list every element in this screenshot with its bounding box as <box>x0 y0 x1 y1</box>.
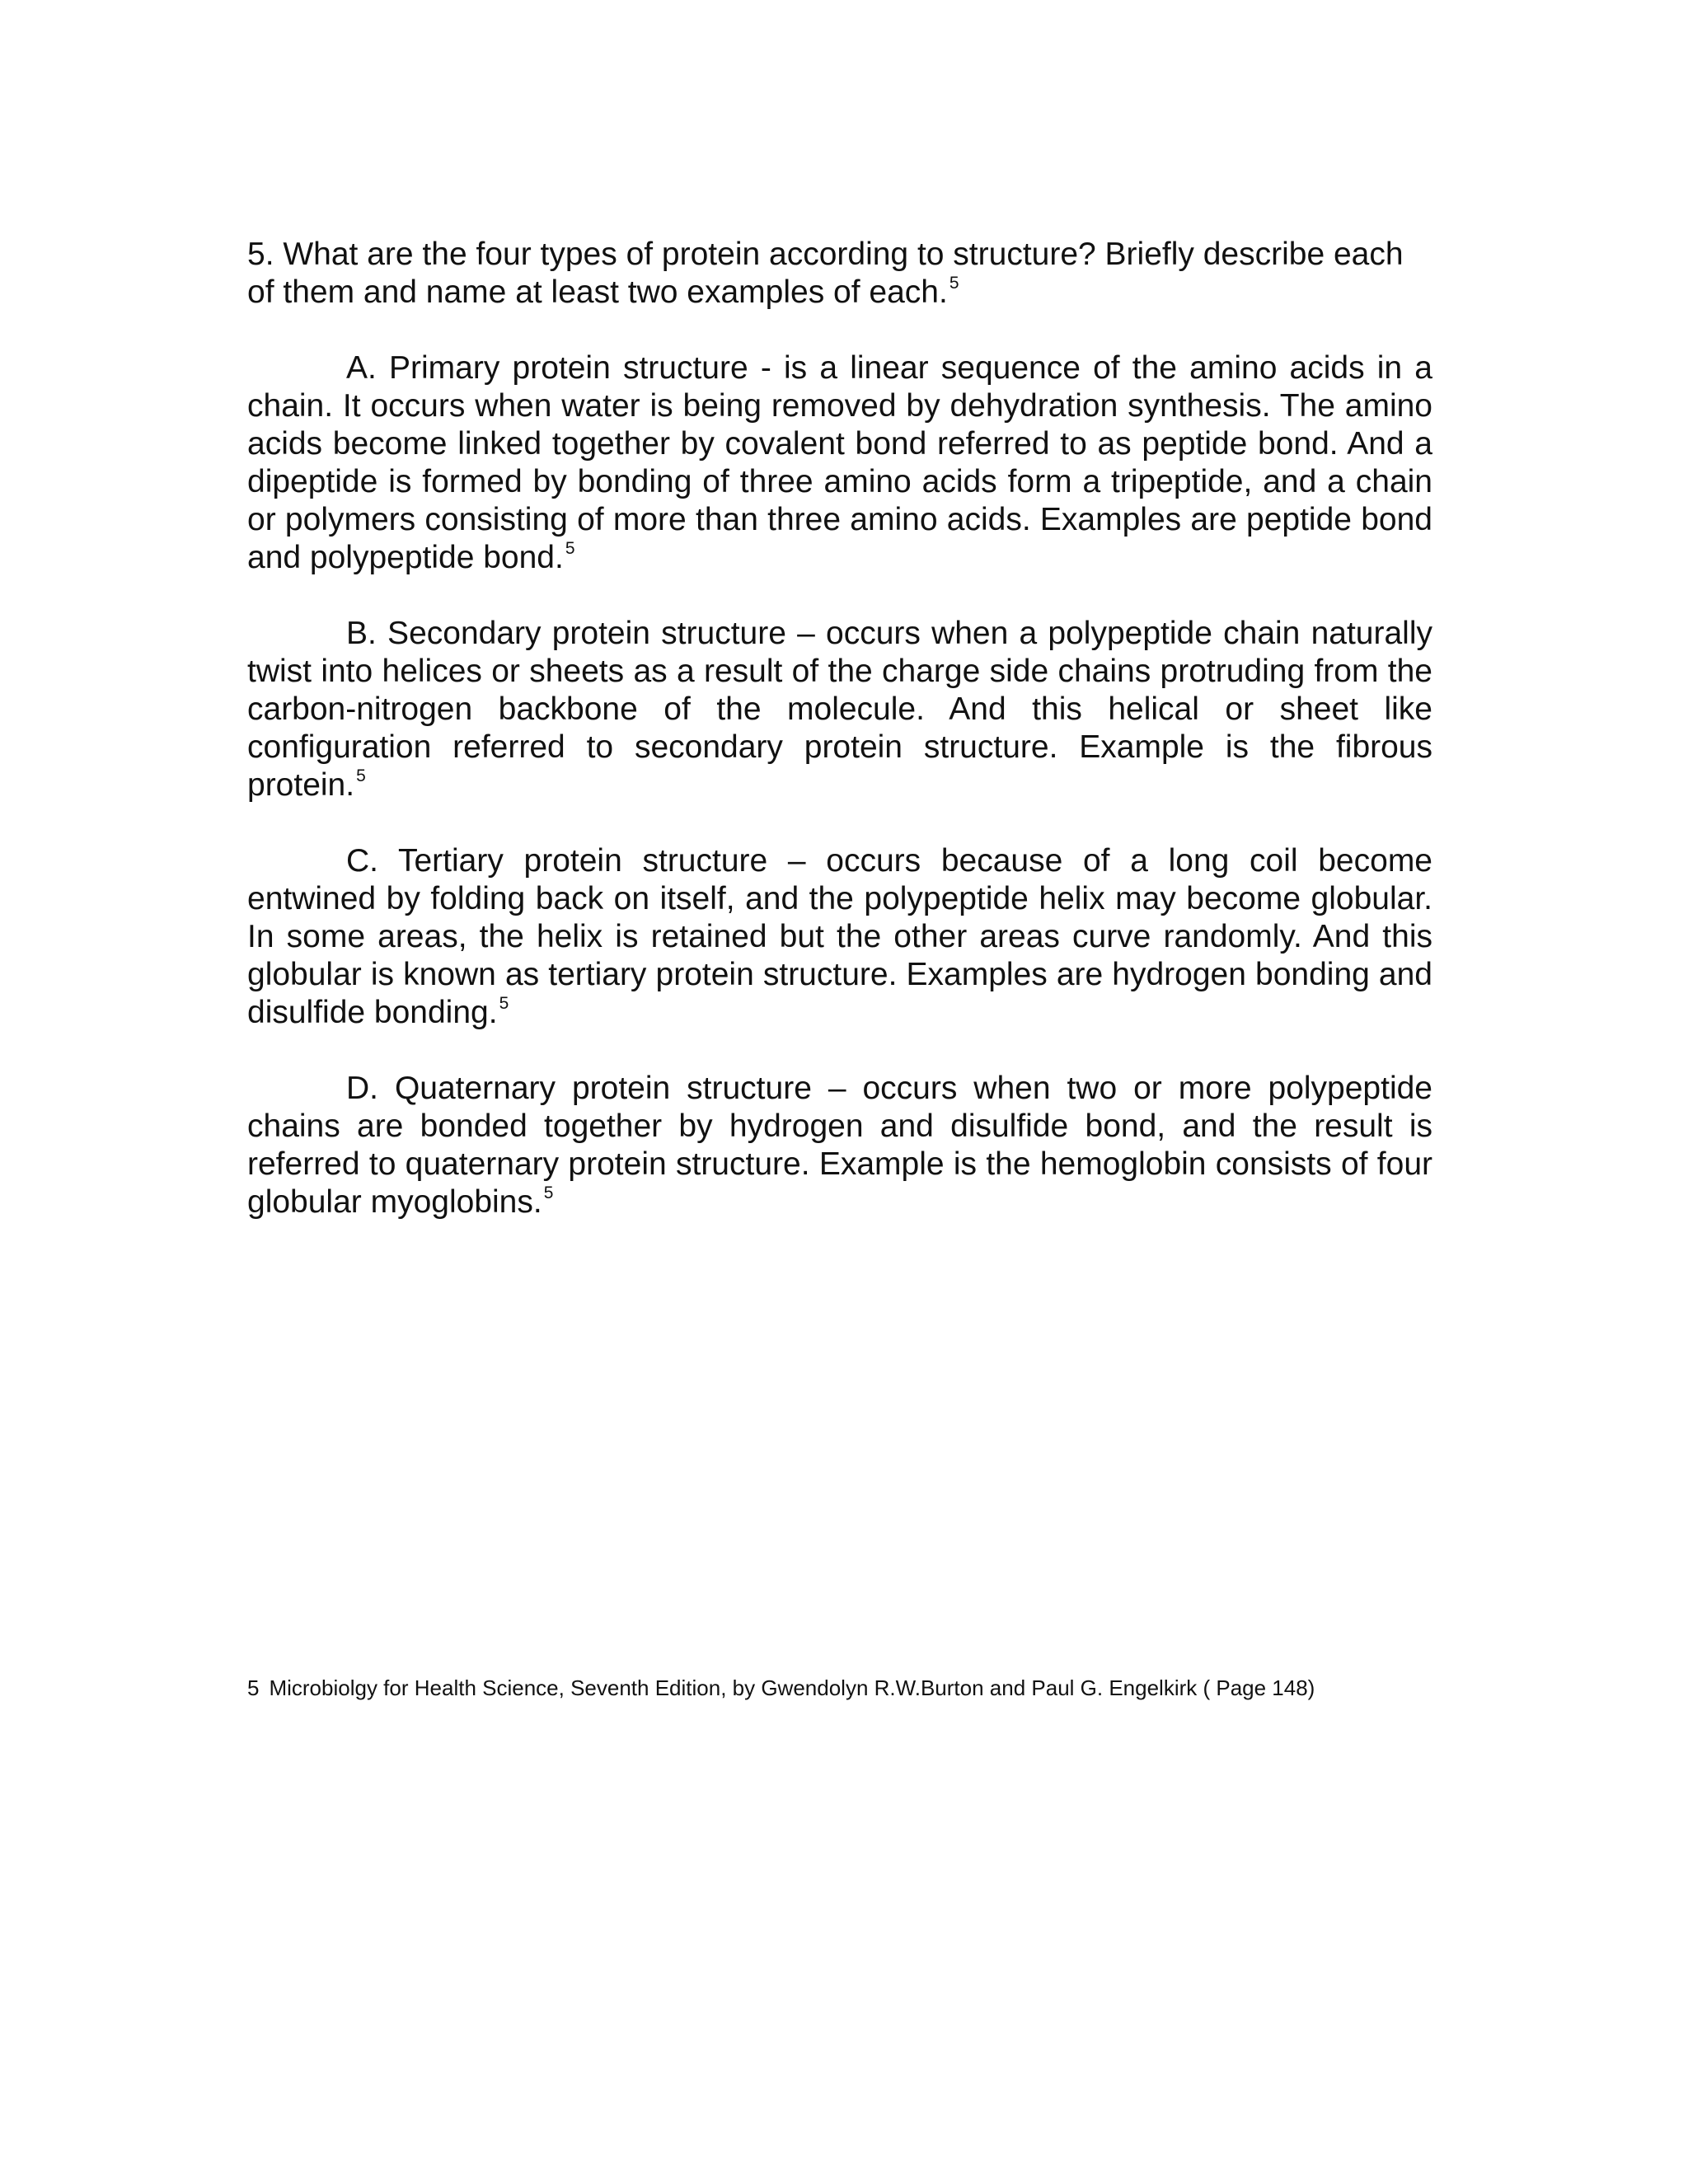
question-text <box>247 236 1432 312</box>
question-footnote-ref: 5 <box>949 274 959 293</box>
footnote <box>247 1675 1432 1701</box>
paragraph-primary-structure <box>247 349 1432 577</box>
footnote-number: 5 <box>247 1675 260 1700</box>
paragraph-text: A. Primary protein structure - is a linear sequence of the amino acids in a chain. It occurs when water is being removed by dehydration synthesis. The amino acids become linked together by covalent bond referred to as peptide bond. And a dipeptide is formed by bonding of three amino acids form a tripeptide, and a chain or polymers consisting of more than three amino acids. Examples are peptide bond and polypeptide bond. <box>247 350 1432 575</box>
footnote-ref: 5 <box>356 766 366 785</box>
footnote-text: Microbiolgy for Health Science, Seventh Edition, by Gwendolyn R.W.Burton and Paul G. Engelkirk ( Page 148) <box>269 1675 1315 1700</box>
question-line: 5. What are the four types of protein according to structure? Briefly describe each of them and name at least two examples of each. <box>247 237 1404 310</box>
paragraph-text: B. Secondary protein structure – occurs when a polypeptide chain naturally twist into helices or sheets as a result of the charge side chains protruding from the carbon-nitrogen backbone of the molecule. And this helical or sheet like configuration referred to secondary protein structure. Example is the fibrous protein. <box>247 616 1432 803</box>
paragraph-tertiary-structure <box>247 842 1432 1032</box>
document-body <box>247 236 1432 1259</box>
footnote-ref: 5 <box>565 539 575 558</box>
paragraph-quaternary-structure <box>247 1070 1432 1221</box>
paragraph-secondary-structure <box>247 615 1432 804</box>
paragraph-text: C. Tertiary protein structure – occurs because of a long coil become entwined by folding back on itself, and the polypeptide helix may become globular. In some areas, the helix is retained but the other areas curve randomly. And this globular is known as tertiary protein structure. Examples are hydrogen bonding and disulfide bonding. <box>247 843 1432 1030</box>
footnote-ref: 5 <box>543 1183 554 1202</box>
paragraph-text: D. Quaternary protein structure – occurs when two or more polypeptide chains are bonded together by hydrogen and disulfide bond, and the result is referred to quaternary protein structure. Example is the hemoglobin consists of four globular myoglobins. <box>247 1071 1432 1220</box>
footnote-ref: 5 <box>499 994 509 1013</box>
